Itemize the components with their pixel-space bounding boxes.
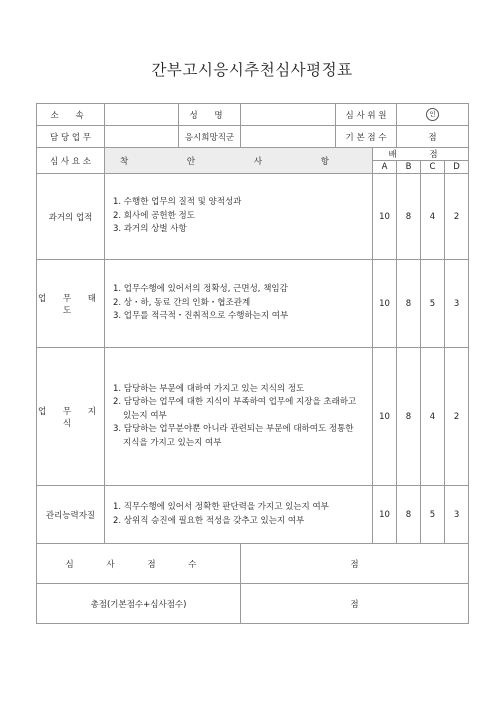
list-item: 1. 직무수행에 있어서 정확한 판단력을 가지고 있는지 여부 <box>113 502 329 512</box>
duty-label: 담 당 업 무 <box>37 126 105 148</box>
table-row <box>37 486 469 544</box>
affiliation-value-cell[interactable] <box>105 104 179 126</box>
list-item: 1. 업무수행에 있어서의 정확성, 근면성, 책임감 <box>113 284 288 295</box>
list-item: 2. 담당하는 업무에 대한 지식이 부족하여 업무에 지장을 초래하고 있는지 여부 <box>113 397 357 421</box>
affiliation-label: 소 속 <box>37 104 105 126</box>
grade-head-d: D <box>445 161 469 174</box>
score-b[interactable]: 8 <box>397 486 421 544</box>
grade-head-b: B <box>397 161 421 174</box>
score-d[interactable]: 2 <box>445 348 469 486</box>
reviewer-label: 심 사 위 원 <box>336 104 397 126</box>
factor-label: 업 무 지 식 <box>37 348 105 486</box>
score-d[interactable]: 2 <box>445 174 469 260</box>
factor-label: 과거의 업적 <box>37 174 105 260</box>
review-score-label: 심 사 점 수 <box>37 544 241 584</box>
name-value-cell[interactable] <box>241 104 336 126</box>
list-item: 3. 과거의 상벌 사항 <box>113 224 187 235</box>
grade-head-c: C <box>421 161 445 174</box>
score-b[interactable]: 8 <box>397 174 421 260</box>
total-label: 총점(기본점수+심사점수) <box>37 584 241 624</box>
desired-rank-value: 응시희망직군 <box>179 126 241 148</box>
review-score-row <box>37 544 469 584</box>
score-a[interactable]: 10 <box>373 486 397 544</box>
score-a[interactable]: 10 <box>373 348 397 486</box>
score-a[interactable]: 10 <box>373 260 397 348</box>
review-score-unit[interactable]: 점 <box>241 544 469 584</box>
column-head-row <box>37 148 469 161</box>
score-b[interactable]: 8 <box>397 348 421 486</box>
score-d[interactable]: 3 <box>445 260 469 348</box>
table-row <box>37 260 469 348</box>
list-item: 2. 회사에 공헌한 정도 <box>113 210 195 221</box>
points-cell <box>105 486 373 544</box>
seal-icon: 인 <box>426 108 439 121</box>
factor-label: 관리능력자질 <box>37 486 105 544</box>
evaluation-form-table <box>36 103 469 624</box>
base-score-label: 기 본 점 수 <box>336 126 397 148</box>
score-a[interactable]: 10 <box>373 174 397 260</box>
score-c[interactable]: 4 <box>421 348 445 486</box>
list-item: 3. 업무를 적극적・진취적으로 수행하는지 여부 <box>113 311 289 322</box>
duty-value-cell[interactable] <box>105 126 179 148</box>
name-label: 성 명 <box>179 104 241 126</box>
points-head: 착 안 사 항 <box>105 148 373 174</box>
score-c[interactable]: 5 <box>421 260 445 348</box>
total-unit[interactable]: 점 <box>241 584 469 624</box>
list-item: 1. 담당하는 부문에 대하여 가지고 있는 지식의 정도 <box>113 383 305 394</box>
list-item: 2. 상위직 승진에 필요한 적성을 갖추고 있는지 여부 <box>113 515 305 526</box>
score-c[interactable]: 4 <box>421 174 445 260</box>
list-item: 1. 수행한 업무의 질적 및 양적성과 <box>113 197 242 208</box>
factor-head: 심 사 요 소 <box>37 148 105 174</box>
points-cell <box>105 260 373 348</box>
page-title: 간부고시응시추천심사평정표 <box>151 61 353 79</box>
header-row-1 <box>37 104 469 126</box>
list-item: 2. 상・하, 동료 간의 인화・협조관계 <box>113 297 251 308</box>
score-c[interactable]: 5 <box>421 486 445 544</box>
grade-head-a: A <box>373 161 397 174</box>
list-item: 3. 담당하는 업무분야뿐 아니라 관련되는 부문에 대하여도 정통한 지식을 가지고 있는지 여부 <box>113 424 354 448</box>
score-d[interactable]: 3 <box>445 486 469 544</box>
header-row-2 <box>37 126 469 148</box>
desired-rank-cell[interactable] <box>241 126 336 148</box>
base-score-unit[interactable]: 점 <box>397 126 469 148</box>
score-b[interactable]: 8 <box>397 260 421 348</box>
table-row <box>37 348 469 486</box>
points-cell <box>105 174 373 260</box>
factor-label: 업 무 태 도 <box>37 260 105 348</box>
allot-head: 배 점 <box>373 148 469 161</box>
reviewer-seal-cell[interactable] <box>397 104 469 126</box>
table-row <box>37 174 469 260</box>
points-cell <box>105 348 373 486</box>
total-score-row <box>37 584 469 624</box>
